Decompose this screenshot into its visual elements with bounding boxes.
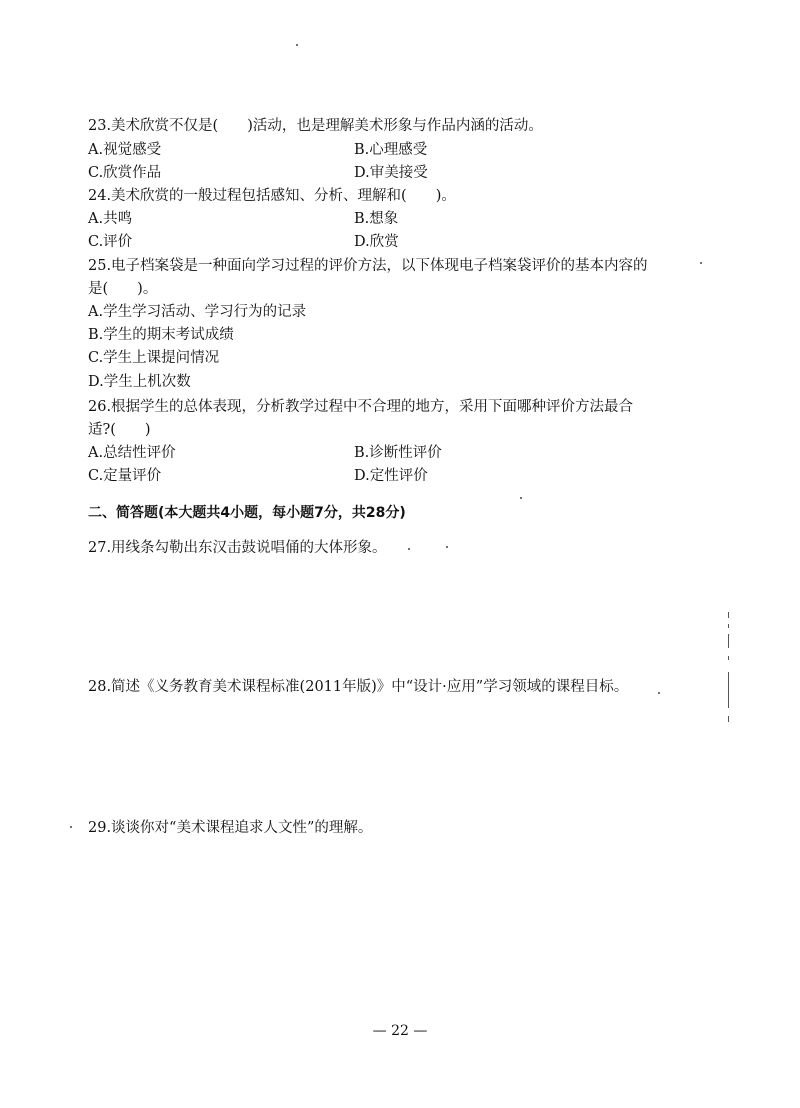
scan-speck	[446, 546, 448, 548]
question-26-stem: 26.根据学生的总体表现，分析教学过程中不合理的地方，采用下面哪种评价方法最合	[88, 399, 634, 415]
question-23-option-a: A.视觉感受	[88, 142, 162, 158]
question-26-stem-continued: 适?( )	[88, 422, 151, 438]
question-25-option-b: B.学生的期末考试成绩	[88, 327, 234, 343]
question-25-option-d: D.学生上机次数	[88, 374, 191, 390]
question-29: 29.谈谈你对“美术课程追求人文性”的理解。	[88, 820, 373, 836]
question-25-stem-continued: 是( )。	[88, 281, 158, 297]
question-27: 27.用线条勾勒出东汉击鼓说唱俑的大体形象。	[88, 540, 387, 556]
question-26-option-b: B.诊断性评价	[354, 445, 442, 461]
scan-speck	[700, 262, 702, 264]
question-24-option-b: B.想象	[354, 211, 399, 227]
question-24-stem: 24.美术欣赏的一般过程包括感知、分析、理解和( )。	[88, 188, 456, 204]
scan-speck	[70, 826, 72, 828]
question-23-stem: 23.美术欣赏不仅是( )活动，也是理解美术形象与作品内涵的活动。	[88, 118, 543, 134]
question-28: 28.简述《义务教育美术课程标准(2011年版)》中“设计·应用”学习领域的课程目标。	[88, 679, 629, 695]
question-26-option-d: D.定性评价	[354, 468, 428, 484]
question-26-option-c: C.定量评价	[88, 468, 162, 484]
scan-speck	[296, 44, 298, 46]
question-25-stem: 25.电子档案袋是一种面向学习过程的评价方法，以下体现电子档案袋评价的基本内容的	[88, 258, 648, 274]
question-25-option-a: A.学生学习活动、学习行为的记录	[88, 304, 307, 320]
page-number: — 22 —	[372, 1023, 428, 1039]
question-24-option-c: C.评价	[88, 234, 133, 250]
question-23-option-b: B.心理感受	[354, 142, 428, 158]
question-24-option-a: A.共鸣	[88, 211, 133, 227]
question-24-option-d: D.欣赏	[354, 234, 399, 250]
question-25-option-c: C.学生上课提问情况	[88, 350, 220, 366]
question-23-option-c: C.欣赏作品	[88, 165, 162, 181]
section-two-heading: 二、简答题(本大题共4小题，每小题7分，共28分)	[88, 505, 406, 521]
question-23-option-d: D.审美接受	[354, 165, 428, 181]
scan-speck	[408, 548, 410, 550]
binding-mark	[728, 612, 729, 732]
scan-speck	[658, 692, 660, 694]
scan-speck	[520, 497, 522, 499]
question-26-option-a: A.总结性评价	[88, 445, 176, 461]
